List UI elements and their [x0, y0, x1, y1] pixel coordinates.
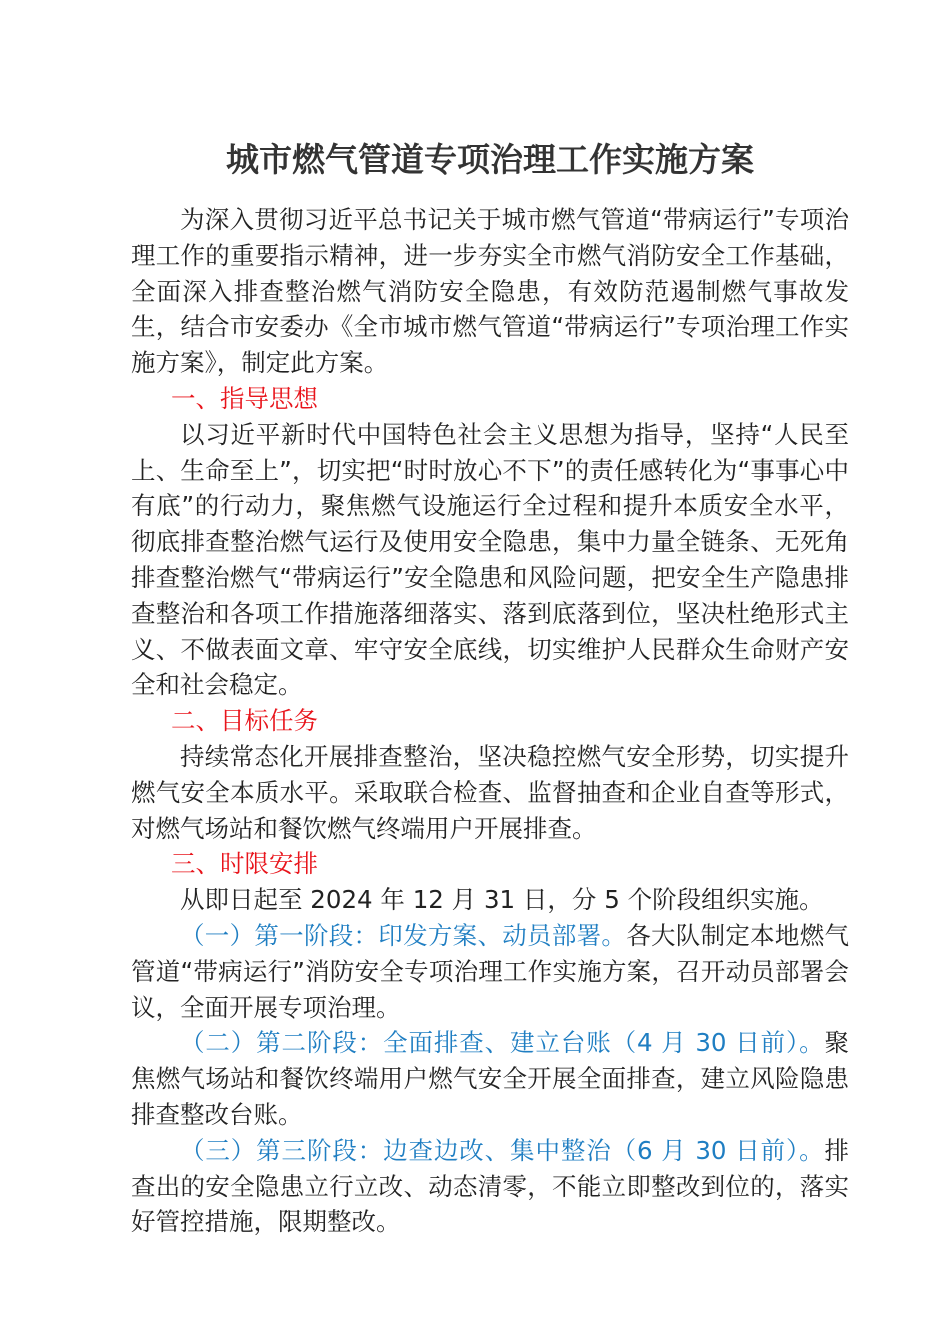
stage-text-3: 排查出的安全隐患立行立改、动态清零，不能立即整改到位的，落实好管控措施，限期整改。 [131, 1135, 849, 1237]
stage-label-2: （二）第二阶段：全面排查、建立台账（4 月 30 日前）。 [180, 1028, 825, 1058]
stage-paragraph-3 [131, 1133, 849, 1240]
stage-text-1: 各大队制定本地燃气管道“带病运行”消防安全专项治理工作实施方案，召开动员部署会议，全面开展专项治理。 [131, 920, 850, 1022]
stage-paragraph-1 [131, 918, 849, 1025]
stage-paragraph-2 [131, 1025, 849, 1132]
section-text-guiding-ideology: 以习近平新时代中国特色社会主义思想为指导，坚持“人民至上、生命至上”，切实把“时时放心不下”的责任感转化为“事事心中有底”的行动力，聚焦燃气设施运行全过程和提升本质安全水平，彻底排查整治燃气运行及使用安全隐患，集中力量全链条、无死角排查整治燃气“带病运行”安全隐患和风险问题，把安全生产隐患排查整治和各项工作措施落细落实、落到底落到位，坚决杜绝形式主义、不做表面文章、牢守安全底线，切实维护人民群众生命财产安全和社会稳定。 [131, 419, 849, 700]
section-text-objectives: 持续常态化开展排查整治，坚决稳控燃气安全形势，切实提升燃气安全本质水平。采取联合检查、监督抽查和企业自查等形式，对燃气场站和餐饮燃气终端用户开展排查。 [131, 741, 849, 843]
section-heading-guiding-ideology: 一、指导思想 [171, 383, 318, 413]
stage-label-3: （三）第三阶段：边查边改、集中整治（6 月 30 日前）。 [180, 1135, 825, 1165]
section-text-timeline: 从即日起至 2024 年 12 月 31 日，分 5 个阶段组织实施。 [180, 885, 824, 915]
intro-paragraph: 为深入贯彻习近平总书记关于城市燃气管道“带病运行”专项治理工作的重要指示精神，进一步夯实全市燃气消防安全工作基础，全面深入排查整治燃气消防安全隐患，有效防范遏制燃气事故发生，结合市安委办《全市城市燃气管道“带病运行”专项治理工作实施方案》，制定此方案。 [131, 205, 849, 378]
stage-label-1: （一）第一阶段：印发方案、动员部署。 [180, 920, 627, 950]
document-title: 城市燃气管道专项治理工作实施方案 [226, 140, 754, 179]
section-heading-objectives: 二、目标任务 [171, 706, 318, 736]
section-heading-timeline: 三、时限安排 [171, 849, 318, 879]
stage-text-2: 聚焦燃气场站和餐饮终端用户燃气安全开展全面排查，建立风险隐患排查整改台账。 [131, 1028, 849, 1129]
document-body [131, 202, 849, 1240]
